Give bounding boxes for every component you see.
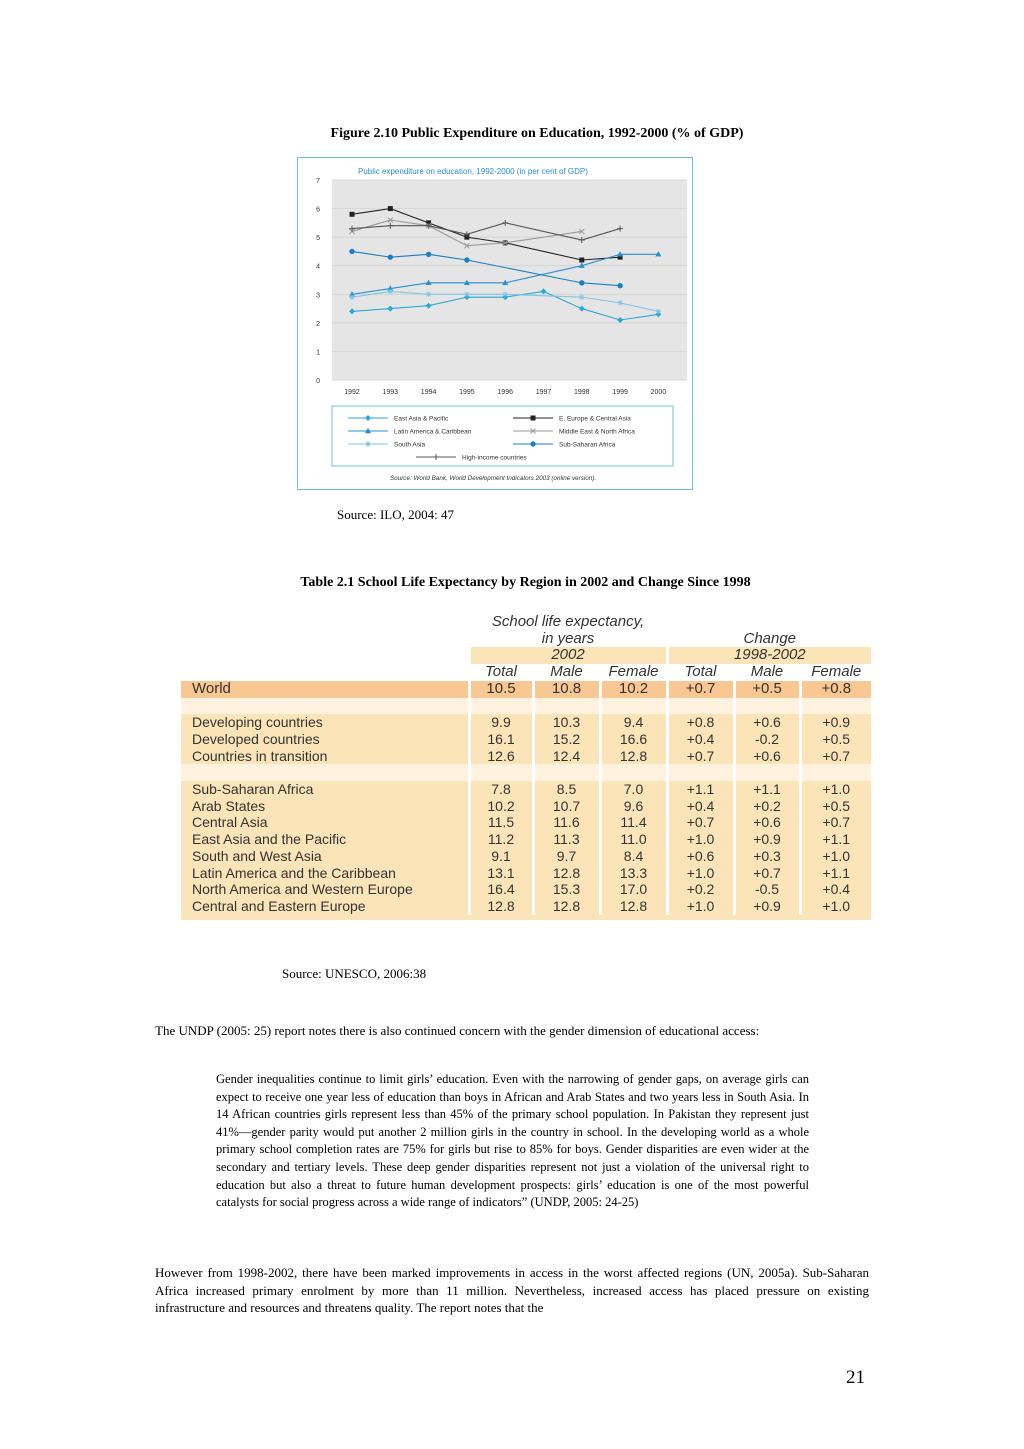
data-point	[531, 416, 536, 421]
y-tick-label: 1	[316, 349, 320, 357]
row-value: 10.2	[469, 798, 533, 815]
row-label: Developed countries	[181, 731, 469, 748]
row-value: 11.0	[600, 831, 667, 848]
row-value: 11.4	[600, 814, 667, 831]
row-label: Central and Eastern Europe	[181, 898, 469, 915]
table-row	[181, 865, 871, 882]
row-value: 11.2	[469, 831, 533, 848]
header-row-years	[181, 647, 871, 664]
row-value: 12.6	[469, 748, 533, 765]
row-value: 13.1	[469, 865, 533, 882]
table-row	[181, 814, 871, 831]
row-value: +0.9	[822, 714, 851, 731]
row-value: +1.1	[667, 781, 734, 798]
table-row	[181, 831, 871, 848]
row-value: 12.8	[600, 748, 667, 765]
header-blank	[181, 614, 469, 631]
block-quote: Gender inequalities continue to limit girls’ education. Even with the narrowing of gender gaps, on average girls can expect to receive one year less of education than boys in African and Arab States and two years less in South Asia. In 14 African countries girls represent less than 45% of the primary school population. In Pakistan they represent just 41%—gender parity would put another 2 million girls in the country in school. In the developing world as a whole primary school completion rates are 75% for girls but rise to 85% for boys. Gender disparities are even wider at the secondary and tertiary levels. These deep gender disparities represent not just a violation of the universal right to education but also a threat to future human development prospects: girls’ education is one of the most powerful catalysts for social progress across a wide range of indicators” (UNDP, 2005: 24-25)	[216, 1072, 809, 1210]
data-point	[618, 300, 623, 305]
table-row	[181, 748, 871, 765]
header-sle-line2: in years	[469, 631, 667, 648]
gap-cell	[734, 764, 800, 781]
x-tick-label: 1995	[459, 389, 475, 396]
gap-cell	[181, 764, 469, 781]
paragraph-2: However from 1998-2002, there have been marked improvements in access in the worst affected regions (UN, 2005a). Sub-Saharan Africa increased primary enrolment by more than 11 million. Nevertheless, increased access has placed pressure on existing infrastructure and resources and threatens quality. The report notes that the	[155, 1265, 869, 1315]
row-value: +0.7	[667, 814, 734, 831]
y-tick-label: 5	[316, 235, 320, 243]
header-row-1	[181, 614, 871, 631]
row-label: North America and Western Europe	[181, 881, 469, 898]
table-row	[181, 848, 871, 865]
row-value: 16.4	[469, 881, 533, 898]
header-blank	[181, 631, 469, 648]
table-row	[181, 798, 871, 815]
row-label: Latin America and the Caribbean	[181, 865, 469, 882]
world-value: 10.8	[533, 681, 600, 698]
row-label: Central Asia	[181, 814, 469, 831]
column-header: Male	[734, 664, 800, 681]
row-value: 12.8	[600, 898, 667, 915]
row-label: Developing countries	[181, 714, 469, 731]
plot-area	[332, 180, 687, 380]
row-label: South and West Asia	[181, 848, 469, 865]
row-value: 8.4	[600, 848, 667, 865]
legend-label: E. Europe & Central Asia	[559, 415, 631, 423]
header-row-cols	[181, 664, 871, 681]
row-value: 9.7	[533, 848, 600, 865]
legend-label: Sub-Saharan Africa	[559, 441, 616, 449]
table-caption: Table 2.1 School Life Expectancy by Region in 2002 and Change Since 1998	[300, 575, 751, 590]
data-point	[388, 254, 393, 259]
world-value: +0.5	[734, 681, 800, 698]
legend-label: Middle East & North Africa	[559, 428, 635, 436]
row-label: Arab States	[181, 798, 469, 815]
header-sle-line1: School life expectancy,	[469, 614, 667, 631]
y-tick-label: 4	[316, 263, 320, 271]
row-value: +1.0	[822, 781, 851, 797]
gap-cell	[600, 698, 667, 715]
legend-label: High-income countries	[462, 454, 527, 462]
header-blank	[181, 647, 469, 664]
table-gap	[181, 764, 871, 781]
gap-cell	[667, 764, 734, 781]
row-value: +1.0	[822, 897, 851, 914]
row-value: +1.0	[667, 831, 734, 848]
data-point	[349, 249, 354, 254]
row-label: World	[181, 681, 469, 698]
school-life-expectancy-table	[181, 614, 871, 915]
header-blank	[181, 664, 469, 681]
y-tick-label: 7	[316, 178, 320, 185]
gap-cell	[533, 698, 600, 715]
row-value: 11.6	[533, 814, 600, 831]
row-value: +0.7	[822, 747, 851, 764]
data-point	[530, 441, 535, 446]
row-value: +1.1	[822, 831, 851, 848]
header-row-2	[181, 631, 871, 648]
world-value: +0.8	[800, 681, 871, 698]
row-value: +0.9	[734, 831, 800, 848]
row-value: +1.0	[822, 847, 851, 864]
row-value: 7.8	[469, 781, 533, 798]
table-row	[181, 781, 871, 798]
row-value: -0.5	[734, 881, 800, 898]
row-value: 9.4	[600, 714, 667, 731]
column-header: Male	[533, 664, 600, 681]
x-tick-label: 1992	[344, 389, 360, 396]
row-value: +1.1	[734, 781, 800, 798]
gap-cell	[600, 764, 667, 781]
row-value: 8.5	[533, 781, 600, 798]
row-value: 12.4	[533, 748, 600, 765]
table-row	[181, 714, 871, 731]
x-tick-label: 1997	[535, 389, 552, 396]
row-value: 17.0	[600, 881, 667, 898]
data-point	[579, 295, 584, 300]
data-point	[464, 292, 469, 297]
row-value: +0.8	[667, 714, 734, 731]
row-value: 11.5	[469, 814, 533, 831]
row-value: +0.4	[667, 731, 734, 748]
row-value: 11.3	[533, 831, 600, 848]
y-tick-label: 2	[316, 320, 320, 328]
y-tick-label: 3	[316, 292, 320, 300]
data-point	[388, 206, 393, 211]
gap-cell	[469, 764, 533, 781]
data-point	[617, 283, 622, 288]
y-tick-label: 6	[316, 206, 320, 214]
expenditure-line-chart	[298, 158, 694, 491]
row-label: East Asia and the Pacific	[181, 831, 469, 848]
column-header: Total	[469, 664, 533, 681]
row-value: 16.6	[600, 731, 667, 748]
legend-label: Latin America & Caribbean	[394, 428, 472, 436]
row-value: +0.6	[734, 714, 800, 731]
row-value: 13.3	[600, 865, 667, 882]
table-row-world	[181, 681, 871, 698]
legend-label: East Asia & Pacific	[394, 415, 449, 423]
row-value: +0.2	[667, 881, 734, 898]
row-value: +0.4	[667, 798, 734, 815]
data-point	[350, 212, 355, 217]
row-value: +0.6	[734, 748, 800, 765]
gap-cell	[800, 698, 871, 715]
x-tick-label: 2000	[650, 389, 667, 396]
gap-cell	[533, 764, 600, 781]
gap-cell	[800, 764, 871, 781]
row-value: 9.9	[469, 714, 533, 731]
data-point	[464, 257, 469, 262]
header-blank	[667, 614, 871, 631]
row-value: +1.0	[667, 865, 734, 882]
row-value: +0.5	[822, 797, 851, 814]
row-value: 9.1	[469, 848, 533, 865]
row-value: +0.9	[734, 898, 800, 915]
page-number: 21	[846, 1367, 865, 1388]
legend-label: South Asia	[394, 441, 426, 449]
row-value: +0.3	[734, 848, 800, 865]
table-row	[181, 731, 871, 748]
data-point	[350, 295, 355, 300]
row-value: 12.8	[469, 898, 533, 915]
gap-cell	[181, 698, 469, 715]
row-label: Countries in transition	[181, 748, 469, 765]
x-tick-label: 1999	[612, 389, 628, 396]
world-value: 10.2	[600, 681, 667, 698]
x-tick-label: 1994	[420, 389, 437, 396]
header-year-change: 1998-2002	[667, 647, 871, 664]
data-point	[503, 292, 508, 297]
column-header: Female	[600, 664, 667, 681]
header-change: Change	[667, 631, 871, 648]
world-value: +0.7	[667, 681, 734, 698]
data-point	[388, 289, 393, 294]
world-value: 10.5	[469, 681, 533, 698]
row-value: 10.7	[533, 798, 600, 815]
row-value: 15.3	[533, 881, 600, 898]
row-value: +0.7	[667, 748, 734, 765]
row-value: +0.5	[822, 730, 851, 747]
data-point	[366, 442, 371, 447]
row-value: 7.0	[600, 781, 667, 798]
figure-source: Source: ILO, 2004: 47	[337, 507, 454, 522]
table-row	[181, 881, 871, 898]
column-header: Total	[667, 664, 734, 681]
data-point	[656, 309, 661, 314]
table-row	[181, 898, 871, 915]
data-point	[579, 280, 584, 285]
row-value: +1.0	[667, 898, 734, 915]
row-value: +0.6	[667, 848, 734, 865]
row-value: 10.3	[533, 714, 600, 731]
x-tick-label: 1996	[497, 389, 513, 396]
x-tick-label: 1993	[382, 389, 399, 396]
chart-title: Public expenditure on education, 1992-2000 (in per cent of GDP)	[358, 167, 588, 176]
row-value: -0.2	[734, 731, 800, 748]
row-value: 15.2	[533, 731, 600, 748]
x-tick-label: 1998	[574, 389, 590, 396]
gap-cell	[667, 698, 734, 715]
data-point	[426, 252, 431, 257]
row-value: +0.6	[734, 814, 800, 831]
row-value: +0.7	[734, 865, 800, 882]
row-value: 12.8	[533, 898, 600, 915]
table-source: Source: UNESCO, 2006:38	[282, 966, 427, 981]
chart-source: Source: World Bank, World Development Indicators 2003 (online version).	[390, 475, 597, 482]
row-value: +0.7	[822, 814, 851, 831]
row-value: +0.4	[822, 881, 851, 898]
row-value: 9.6	[600, 798, 667, 815]
data-point	[579, 258, 584, 263]
row-value: +1.1	[822, 864, 851, 881]
expenditure-figure	[297, 157, 693, 490]
row-value: 12.8	[533, 865, 600, 882]
header-year-2002: 2002	[469, 647, 667, 664]
row-value: +0.2	[734, 798, 800, 815]
column-header: Female	[800, 664, 871, 681]
table-gap	[181, 698, 871, 715]
row-label: Sub-Saharan Africa	[181, 781, 469, 798]
gap-cell	[469, 698, 533, 715]
paragraph-1: The UNDP (2005: 25) report notes there is also continued concern with the gender dimension of educational access:	[155, 1023, 760, 1038]
y-tick-label: 0	[316, 378, 320, 385]
row-value: 16.1	[469, 731, 533, 748]
figure-caption: Figure 2.10 Public Expenditure on Education, 1992-2000 (% of GDP)	[330, 126, 744, 141]
data-point	[426, 292, 431, 297]
school-life-expectancy-table-wrap	[181, 614, 871, 920]
gap-cell	[734, 698, 800, 715]
